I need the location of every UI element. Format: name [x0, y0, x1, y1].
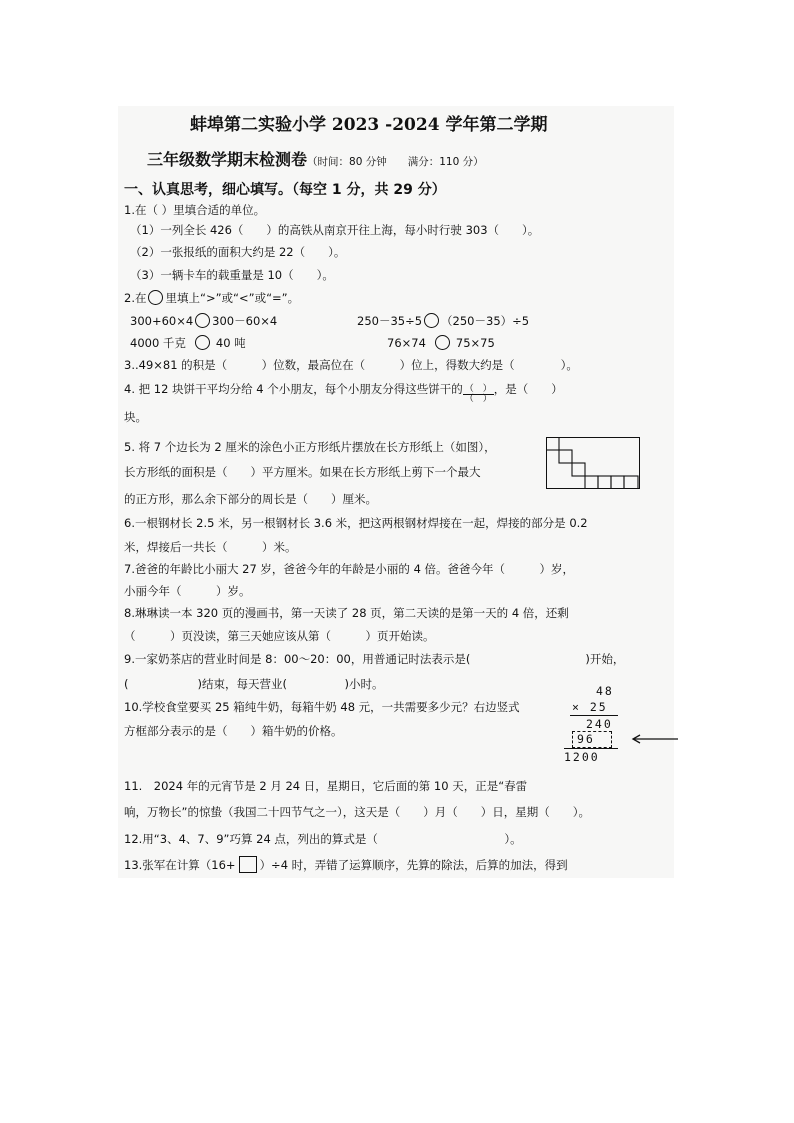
q3-text: 3..49×81 的积是（ ）位数，最高位在（ ）位上，得数大约是（ ）。	[124, 358, 578, 372]
q2-r2b-right: 75×75	[455, 336, 495, 350]
q4-line2: 块。	[124, 410, 147, 424]
q2-row1b	[357, 313, 529, 328]
q10-line1: 10.学校食堂要买 25 箱纯牛奶，每箱牛奶 48 元，一共需要多少元？右边竖式	[124, 700, 520, 714]
answer-circle[interactable]	[195, 313, 210, 328]
q2-stem-pre: 2.在	[124, 291, 147, 305]
q2-r1b-right: （250－35）÷5	[441, 314, 530, 328]
vcalc-partial-2: 96	[577, 732, 595, 746]
q11-line1: 11. 2024 年的元宵节是 2 月 24 日，星期日，它后面的第 10 天，正是“春雷	[124, 779, 528, 793]
q2-r1a-left: 300+60×4	[130, 314, 194, 328]
vcalc-multiplicand: 48	[596, 684, 614, 698]
q2-row1a	[130, 313, 277, 328]
q12-text: 12.用“3、4、7、9”巧算 24 点，列出的算式是（ ）。	[124, 832, 522, 846]
q6-line2: 米，焊接后一共长（ ）米。	[124, 540, 297, 554]
answer-box[interactable]	[239, 856, 257, 873]
q7-line2: 小丽今年（ ）岁。	[124, 584, 251, 598]
vcalc-rule	[564, 748, 618, 749]
q2-r2b-left: 76×74	[387, 336, 426, 350]
q11-line2: 响，万物长”的惊蛰（我国二十四节气之一），这天是（ ）月（ ）日，星期（ ）。	[124, 805, 590, 819]
q13-post: ）÷4 时，弄错了运算顺序，先算的除法，后算的加法，得到	[259, 858, 568, 872]
exam-subtitle	[147, 150, 484, 169]
q2-r1b-left: 250－35÷5	[357, 314, 423, 328]
answer-circle[interactable]	[424, 313, 439, 328]
q4-frac-top: （ ）	[464, 384, 492, 394]
q2-r2a-left: 4000 千克	[130, 336, 186, 350]
q13-pre: 13.张军在计算（16+	[124, 858, 236, 872]
vcalc-sum: 1200	[564, 750, 600, 764]
q10-line2: 方框部分表示的是（ ）箱牛奶的价格。	[124, 724, 343, 738]
q9-line1: 9.一家奶茶店的营业时间是 8：00～20：00，用普通记时法表示是( )开始，	[124, 652, 625, 666]
q1-a: （1）一列全长 426（ ）的高铁从南京开往上海，每小时行驶 303（ ）。	[130, 223, 540, 237]
q2-row2a	[130, 335, 246, 350]
q5-line2: 长方形纸的面积是（ ）平方厘米。如果在长方形纸上剪下一个最大	[124, 465, 481, 479]
exam-title: 蚌埠第二实验小学 2023 -2024 学年第二学期	[190, 115, 548, 135]
q2-r2a-right: 40 吨	[215, 336, 246, 350]
q8-line1: 8.琳琳读一本 320 页的漫画书，第一天读了 28 页，第二天读的是第一天的 4 倍，还剩	[124, 606, 569, 620]
q2-stem	[124, 290, 299, 305]
q1-stem: 1.在（ ）里填合适的单位。	[124, 203, 266, 217]
q4-pre: 4. 把 12 块饼干平均分给 4 个小朋友，每个小朋友分得这些饼干的	[124, 382, 463, 396]
q9-line2: ( )结束，每天营业( )小时。	[124, 677, 384, 691]
vertical-multiplication	[560, 684, 680, 768]
vcalc-partial-1: 240	[586, 717, 613, 731]
q6-line1: 6.一根钢材长 2.5 米，另一根钢材长 3.6 米，把这两根钢材焊接在一起，焊接的部分是 0.2	[124, 516, 588, 530]
q5-line1: 5. 将 7 个边长为 2 厘米的涂色小正方形纸片摆放在长方形纸上（如图），	[124, 440, 496, 454]
q2-r1a-right: 300－60×4	[212, 314, 278, 328]
answer-circle[interactable]	[435, 335, 450, 350]
arrow-left-icon	[630, 734, 680, 744]
q4-line1	[124, 382, 563, 404]
q13-text	[124, 856, 568, 873]
q2-row2b	[387, 335, 495, 350]
q1-c: （3）一辆卡车的载重量是 10（ ）。	[130, 268, 334, 282]
answer-circle[interactable]	[195, 335, 210, 350]
rectangle-figure	[546, 437, 640, 489]
exam-time-score: （时间：80 分钟 满分：110 分）	[307, 156, 484, 168]
q2-stem-post: 里填上“>”或“<”或“=”。	[165, 291, 300, 305]
exam-subtitle-main: 三年级数学期末检测卷	[147, 150, 308, 169]
q7-line1: 7.爸爸的年龄比小丽大 27 岁，爸爸今年的年龄是小丽的 4 倍。爸爸今年（ ）岁，	[124, 562, 575, 576]
vcalc-rule	[570, 715, 618, 716]
vcalc-multiplier: × 25	[572, 700, 608, 714]
compare-circle-icon	[148, 290, 163, 305]
q4-post: ，是（ ）	[493, 382, 563, 396]
q4-fraction	[463, 385, 494, 404]
q1-b: （2）一张报纸的面积大约是 22（ ）。	[130, 245, 346, 259]
q8-line2: （ ）页没读，第三天她应该从第（ ）页开始读。	[124, 629, 435, 643]
section-heading: 一、认真思考，细心填写。（每空 1 分，共 29 分）	[124, 182, 446, 198]
staircase-squares-figure	[546, 437, 640, 489]
q5-line3: 的正方形，那么余下部分的周长是（ ）厘米。	[124, 492, 377, 506]
q4-frac-bot: （ ）	[464, 394, 492, 404]
